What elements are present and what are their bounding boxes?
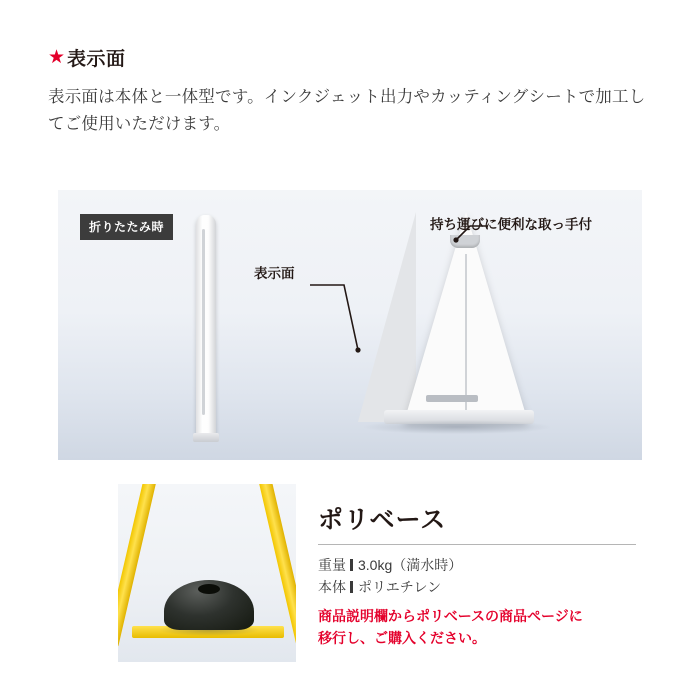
star-icon: ★ (48, 47, 66, 68)
spec-value-material: ポリエチレン (358, 578, 442, 595)
lead-paragraph: 表示面は本体と一体型です。インクジェット出力やカッティングシートで加工してご使用いただけます。 (48, 88, 646, 133)
spec-row-material (318, 577, 648, 599)
frame-leg-right (258, 484, 296, 647)
callout-display-face: 表示面 (254, 266, 295, 281)
page-title: 表示面 (67, 49, 126, 70)
frame-leg-left (118, 484, 157, 647)
product-info-block (318, 500, 648, 650)
divider (318, 544, 636, 545)
purchase-notice-line-2: 移行し、ご購入ください。 (318, 630, 486, 647)
carry-handle (450, 235, 480, 248)
folded-sign-foot (193, 433, 219, 442)
product-photo-panel (58, 190, 642, 460)
product-name: ポリベース (318, 506, 447, 534)
poly-base-object (164, 580, 254, 630)
spec-separator-icon (350, 581, 353, 593)
spec-row-weight (318, 555, 648, 577)
aframe-sign-illustration (358, 212, 548, 440)
spec-separator-icon (350, 559, 353, 571)
aframe-shadow (364, 420, 550, 434)
spec-label-weight: 重量 (318, 557, 346, 573)
callout-carry-handle: 持ち運びに便利な取っ手付 (430, 217, 592, 232)
folded-state-badge: 折りたたみ時 (80, 214, 173, 240)
aframe-seam (465, 254, 467, 412)
poly-base-photo (118, 484, 296, 662)
spec-label-material: 本体 (318, 578, 346, 595)
section-header (48, 44, 126, 71)
folded-sign-illustration (196, 215, 216, 435)
purchase-notice-line-1: 商品説明欄からポリベースの商品ページに (318, 608, 583, 625)
spec-value-weight: 3.0kg（満水時） (358, 557, 463, 573)
aframe-bottom-slot (426, 395, 478, 402)
purchase-notice (318, 606, 648, 649)
